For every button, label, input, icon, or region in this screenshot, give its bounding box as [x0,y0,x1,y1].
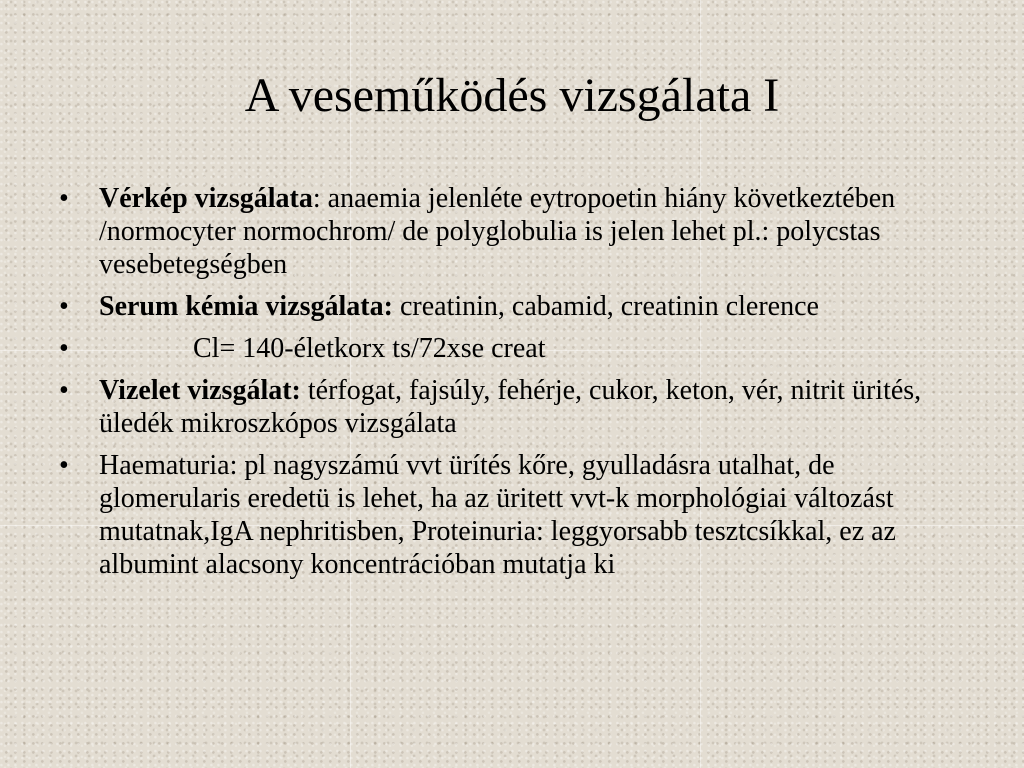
slide-title: A veseműködés vizsgálata I [244,69,780,122]
bullet-icon: • [59,375,69,406]
bullet-item-vizelet [56,374,976,440]
bullet-text: creatinin, cabamid, creatinin clerence [392,291,819,322]
bullet-item-verkep [56,182,976,281]
bullet-text: : anaemia jelenléte eytropoetin hiány következtében /normocyter normochrom/ de polyglobulia is jelen lehet pl.: polycstas vesebetegségben [99,183,896,280]
bullet-icon: • [59,333,69,364]
bullet-heading: Vérkép vizsgálata [99,183,313,214]
bullet-item-formula [56,332,976,365]
bullet-heading: Vizelet vizsgálat: [99,375,301,406]
bullet-item-serum [56,290,976,323]
bullet-list [56,182,976,590]
bullet-icon: • [59,291,69,322]
bullet-icon: • [59,183,69,214]
bullet-item-haematuria [56,449,976,581]
bullet-text: térfogat, fajsúly, fehérje, cukor, keton, vér, nitrit ürités, üledék mikroszkópos vizsgálata [99,375,922,439]
bullet-text: Cl= 140-életkorx ts/72xse creat [193,333,546,364]
bullet-icon: • [59,450,69,481]
bullet-text: Haematuria: pl nagyszámú vvt ürítés kőre, gyulladásra utalhat, de glomerularis eredetü is lehet, ha az üritett vvt-k morphológiai változást mutatnak,IgA nephritisben, Proteinuria: leggyorsabb tesztcsíkkal, ez az albumint alacsony koncentrációban mutatja ki [99,450,896,580]
bullet-heading: Serum kémia vizsgálata: [99,291,393,322]
